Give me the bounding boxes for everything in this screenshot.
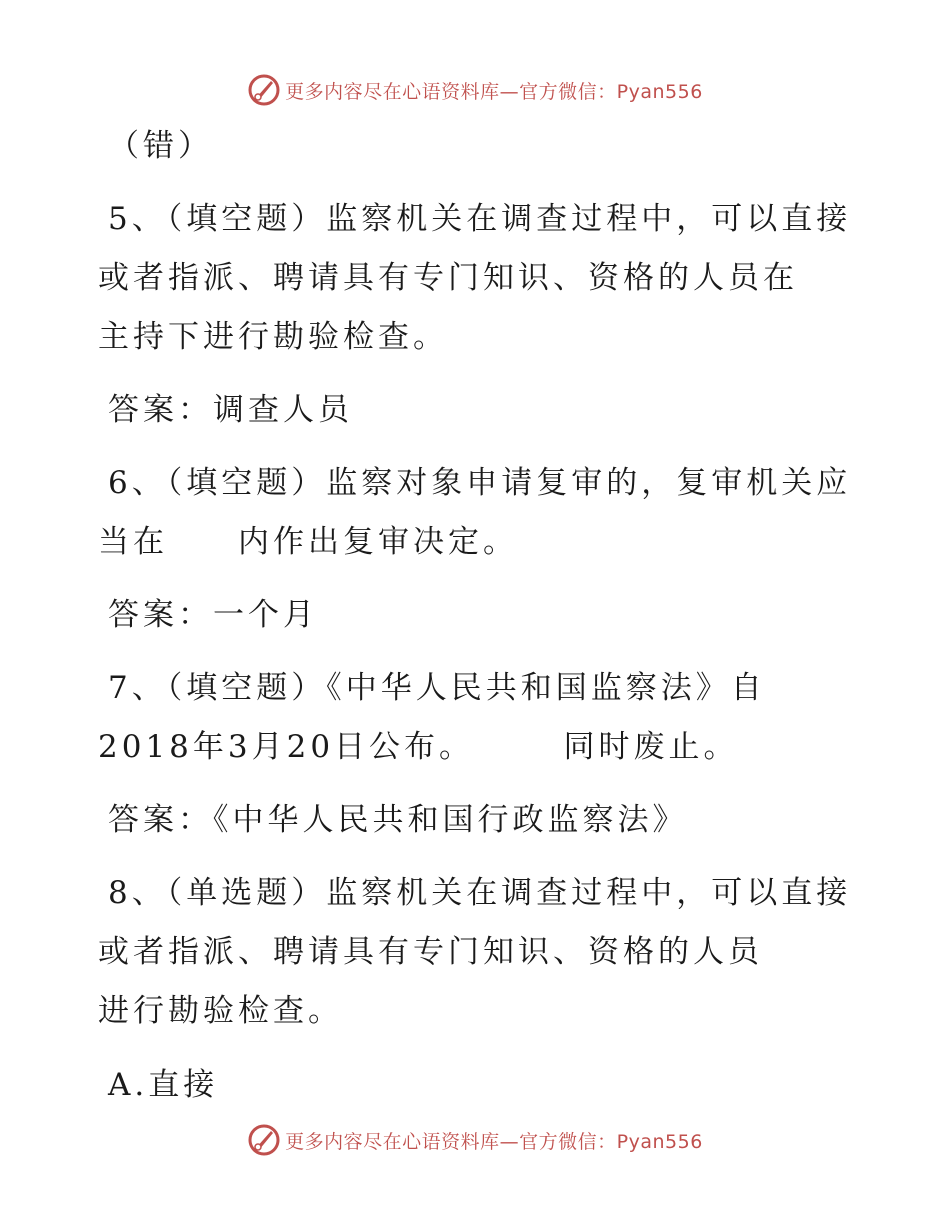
footer-watermark xyxy=(0,1120,950,1160)
quill-logo-icon xyxy=(247,1123,281,1157)
watermark-text: 更多内容尽在心语资料库—官方微信：Pyan556 xyxy=(285,80,703,103)
answer-mark-line: （错） xyxy=(108,128,213,164)
answer-7: 答案：《中华人民共和国行政监察法》 xyxy=(108,802,688,838)
question-5-line-1: 5、（填空题）监察机关在调查过程中，可以直接 xyxy=(108,201,852,237)
question-5-line-3: 主持下进行勘验检查。 xyxy=(98,319,448,355)
question-7-line-1: 7、（填空题）《中华人民共和国监察法》自 xyxy=(108,670,766,706)
question-8-line-1: 8、（单选题）监察机关在调查过程中，可以直接 xyxy=(108,875,852,911)
question-6-line-2: 当在 内作出复审决定。 xyxy=(98,524,518,560)
question-8-line-3: 进行勘验检查。 xyxy=(98,993,343,1029)
quill-logo-icon xyxy=(247,73,281,107)
answer-6: 答案：一个月 xyxy=(108,597,318,633)
question-7-line-2: 2018年3月20日公布。 同时废止。 xyxy=(98,729,739,765)
header-watermark xyxy=(0,70,950,110)
watermark-text: 更多内容尽在心语资料库—官方微信：Pyan556 xyxy=(285,1130,703,1153)
answer-5: 答案：调查人员 xyxy=(108,392,353,428)
question-6-line-1: 6、（填空题）监察对象申请复审的，复审机关应 xyxy=(108,465,852,501)
question-8-line-2: 或者指派、聘请具有专门知识、资格的人员 xyxy=(98,934,763,970)
option-a: A.直接 xyxy=(108,1067,219,1103)
question-5-line-2: 或者指派、聘请具有专门知识、资格的人员在 xyxy=(98,260,798,296)
